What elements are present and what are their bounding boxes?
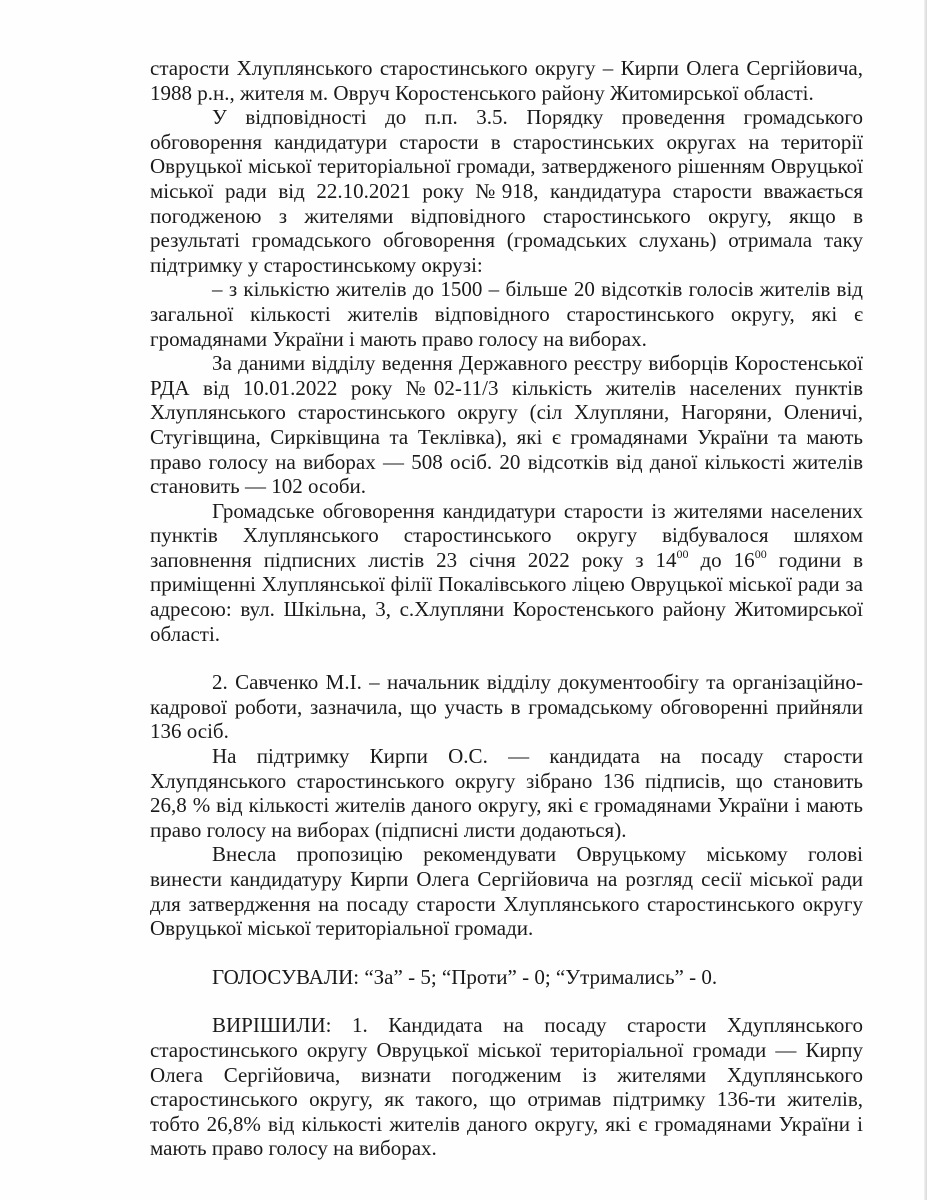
paragraph-voter-registry: За даними відділу ведення Державного реєстру виборців Коростенської РДА від 10.01.2022 року №02-11/3 кількість жителів населених пунктів Хлуплянського старостинського округу (сіл Хлупляни, Нагоряни, Оленичі, Стугівщина, Сирківщина та Теклівка), які є громадянами України та мають право голосу на виборах — 508 осіб. 20 відсотків від даної кількості жителів становить — 102 особи. [150,351,863,499]
paragraph-signatures-collected: На підтримку Кирпи О.С. — кандидата на посаду старости Хлупдянського старостинського округу зібрано 136 підписів, що становить 26,8 % від кількості жителів даного округу, які є громадянами України і мають право голосу на виборах (підписні листи додаються). [150,744,863,842]
paragraph-candidate-intro: старости Хлуплянського старостинського округу – Кирпи Олега Сергійовича, 1988 р.н., жителя м. Овруч Коростенського району Житомирської області. [150,56,863,105]
paragraph-procedure-reference: У відповідності до п.п. 3.5. Порядку проведення громадського обговорення кандидатури старости в старостинських округах на території Овруцької міської територіальної громади, затвердженого рішенням Овруцької міської ради від 22.10.2021 року №918, кандидатура старости вважається погодженою з жителями відповідного старостинського округу, якщо в результаті громадського обговорення (громадських слухань) отримала таку підтримку у старостинському окрузі: [150,105,863,277]
spacer [150,989,863,1013]
document-body [150,56,863,1161]
end-time-minutes: 00 [754,546,767,561]
paragraph-savchenko-report: 2. Савченко М.І. – начальник відділу документообігу та організаційно-кадрової роботи, зазначила, що участь в громадському обговоренні прийняли 136 осіб. [150,670,863,744]
start-time-minutes: 00 [676,546,689,561]
paragraph-voting-results: ГОЛОСУВАЛИ: “За” - 5; “Проти” - 0; “Утримались” - 0. [212,964,718,989]
paragraph-support-threshold: – з кількістю жителів до 1500 – більше 20 відсотків голосів жителів від загальної кількості жителів відповідного старостинського округу, які є громадянами України і мають право голосу на виборах. [150,277,863,351]
paragraph-public-discussion [150,499,863,647]
discussion-text-part3: години в приміщенні Хлуплянської філії Покалівського ліцею Овруцької міської ради за адресою: вул. Шкільна, 3, с.Хлупляни Коростенського району Житомирської області. [150,547,863,646]
paragraph-proposal: Внесла пропозицію рекомендувати Овруцькому міському голові винести кандидатуру Кирпи Олега Сергійовича на розгляд сесії міської ради для затвердження на посаду старости Хлуплянського старостинського округу Овруцької міської територіальної громади. [150,842,863,941]
paragraph-decision: ВИРІШИЛИ: 1. Кандидата на посаду старости Хдуплянського старостинського округу Овруцької міської територіальної громади — Кирпу Олега Сергійовича, визнати погодженим із жителями Хдуплянського старостинського округу, як такого, що отримав підтримку 136-ти жителів, тобто 26,8% від кількості жителів даного округу, які є громадянами України і мають право голосу на виборах. [150,1013,863,1161]
spacer [150,646,863,670]
spacer [150,941,863,965]
discussion-text-part2: до 16 [688,547,755,572]
discussion-text-part1: Громадське обговорення кандидатури старости із жителями населених пунктів Хлуплянського старостинського округу відбувалося шляхом заповнення підписних листів 23 січня 2022 року з 14 [150,498,863,572]
